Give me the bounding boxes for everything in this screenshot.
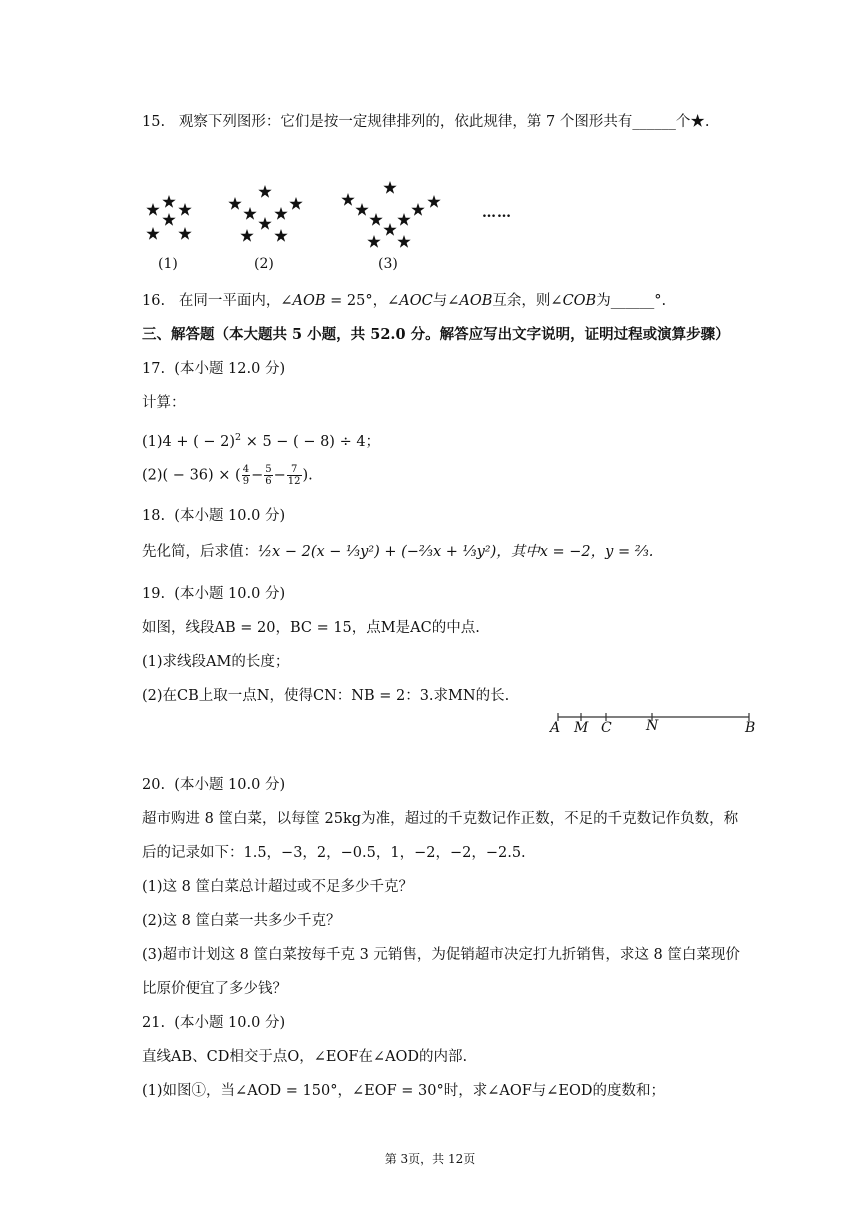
q17-part-2 [142,464,313,487]
q19-score: (本小题 10.0 分) [174,586,286,602]
q17-number: 17. [142,361,166,377]
fraction-7-12: $\frac{7}{12}$ [287,464,301,487]
q16-line [142,291,666,311]
q16-text-c: 与∠ [432,293,460,309]
q20-line-1: 超市购进 8 筐白菜，以每筐 25kg为准，超过的千克数记作正数，不足的千克数记作负数，称 [142,811,739,827]
q21-line-1: 直线AB、CD相交于点O，∠EOF在∠AOD的内部. [142,1049,468,1065]
point-C: C [601,720,612,736]
q16-var-1: AOB [292,293,326,309]
q17-score: (本小题 12.0 分) [174,361,286,377]
point-M: M [574,720,589,736]
q17-part-1 [142,428,380,452]
page-footer: 第 3页，共 12页 [384,1152,476,1166]
star-pattern-figure [140,178,560,268]
point-A: A [550,720,561,736]
q16-text-a: 在同一平面内，∠ [178,293,293,309]
q19-line-2: (1)求线段AM的长度； [142,654,290,670]
q20-score: (本小题 10.0 分) [174,777,286,793]
star-figure-2 [228,185,302,242]
q19-header [142,584,285,604]
q15-line [142,112,709,132]
star-figure-1 [146,195,191,240]
q18-lead: 先化简，后求值： [142,544,258,560]
q16-var-4: COB [562,293,597,309]
caption-3: (3) [378,256,398,272]
q16-var-2: AOC [399,293,433,309]
section-3-heading: 三、解答题（本大题共 5 小题，共 52.0 分。解答应写出文字说明，证明过程或演算步骤） [142,326,730,343]
q20-number: 20. [142,777,166,793]
q19-number: 19. [142,586,166,602]
q19-line-1: 如图，线段AB = 20，BC = 15，点M是AC的中点. [142,620,480,636]
q21-line-2: (1)如图①，当∠AOD = 150°，∠EOF = 30°时，求∠AOF与∠EOD的度数和； [142,1083,666,1099]
star-figure-3 [341,181,440,248]
q17-intro: 计算： [142,395,186,411]
q21-score: (本小题 10.0 分) [174,1015,286,1031]
q16-var-3: AOB [459,293,493,309]
q17-p2-end: ). [302,467,313,484]
q17-header [142,359,285,379]
minus-1: − [251,467,264,484]
caption-2: (2) [254,256,274,272]
ellipsis: …… [482,205,512,221]
q20-line-2: 后的记录如下：1.5，−3，2，−0.5，1，−2，−2，−2.5. [142,845,526,861]
q20-header [142,775,285,795]
q20-line-4: (2)这 8 筐白菜一共多少千克？ [142,913,341,929]
q16-text-d: 互余，则∠ [492,293,563,309]
q17-p1-a: (1)4 + ( − 2) [142,433,236,450]
q18-header [142,506,285,526]
caption-1: (1) [158,256,178,272]
q18-expression: ½x − 2(x − ⅓y²) + (−⅔x + ⅓y²)，其中x = −2，y = ⅔. [258,544,654,560]
q18-score: (本小题 10.0 分) [174,508,286,524]
q16-text-b: = 25°，∠ [325,293,400,309]
q16-number: 16. [142,293,166,309]
q20-line-6: 比原价便宜了多少钱？ [142,981,287,997]
q17-p1-sup: 2 [235,432,242,443]
fraction-4-9: $\frac{4}{9}$ [242,464,250,487]
q15-text: 观察下列图形：它们是按一定规律排列的，依此规律，第 7 个图形共有______个 [178,114,691,130]
fraction-5-6: $\frac{5}{6}$ [265,464,272,487]
q19-line-3: (2)在CB上取一点N，使得CN：NB = 2：3.求MN的长. [142,688,510,704]
q15-number: 15. [142,114,166,130]
point-N: N [646,718,659,734]
minus-2: − [273,467,286,484]
q16-text-e: 为______°. [596,293,667,309]
q17-p1-b: × 5 − ( − 8) ÷ 4； [241,433,381,450]
q18-number: 18. [142,508,166,524]
star-icon: ★. [690,114,710,130]
q21-header [142,1013,285,1033]
q20-line-3: (1)这 8 筐白菜总计超过或不足多少千克？ [142,879,413,895]
q17-p2-a: (2)( − 36) × ( [142,467,241,484]
q18-body [142,542,653,562]
point-B: B [745,720,756,736]
q21-number: 21. [142,1015,166,1031]
q20-line-5: (3)超市计划这 8 筐白菜按每千克 3 元销售，为促销超市决定打九折销售，求这 8 筐白菜现价 [142,947,740,963]
